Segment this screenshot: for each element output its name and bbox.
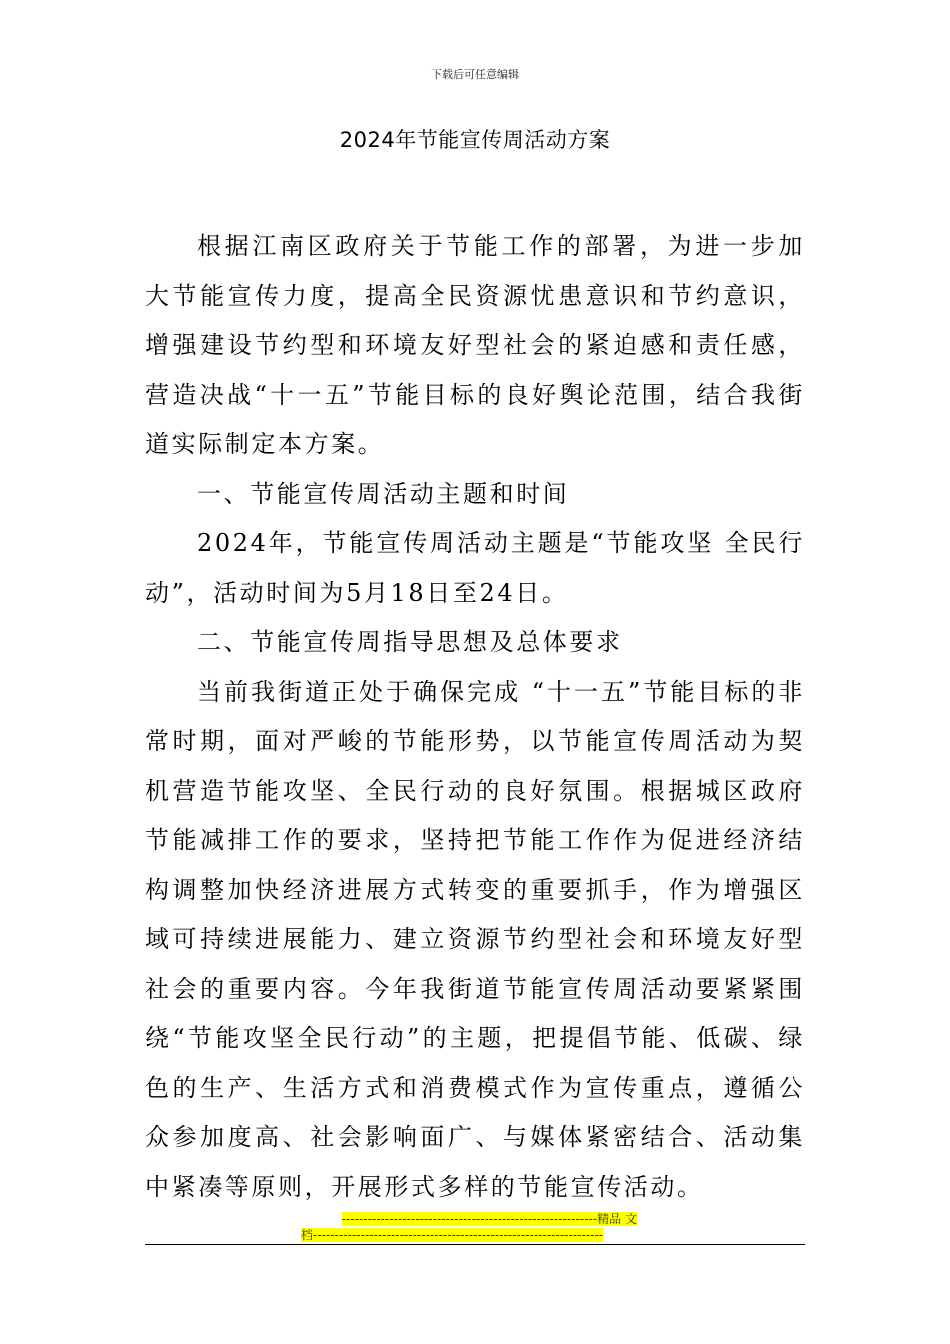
footer-line-1: -----------------------------------------------------------精品 文 — [341, 1212, 637, 1226]
paragraph-theme-time: 2024年，节能宣传周活动主题是“节能攻坚 全民行动”，活动时间为5月18日至24日。 — [145, 529, 805, 607]
paragraph-intro: 根据江南区政府关于节能工作的部署，为进一步加大节能宣传力度，提高全民资源忧患意识和节约意识，增强建设节约型和环境友好型社会的紧迫感和责任感，营造决战“十一五”节能目标的良好舆论范围，结合我街道实际制定本方案。 — [145, 232, 805, 458]
footer-watermark — [301, 1211, 649, 1243]
paragraph-guiding-ideas: 当前我街道正处于确保完成 “十一五”节能目标的非常时期，面对严峻的节能形势，以节能宣传周活动为契机营造节能攻坚、全民行动的良好氛围。根据城区政府节能减排工作的要求，坚持把节能工作作为促进经济结构调整加快经济进展方式转变的重要抓手，作为增强区域可持续进展能力、建立资源节约型社会和环境友好型社会的重要内容。今年我街道节能宣传周活动要紧紧围绕“节能攻坚全民行动”的主题，把提倡节能、低碳、绿色的生产、生活方式和消费模式作为宣传重点，遵循公众参加度高、社会影响面广、与媒体紧密结合、活动集中紧凑等原则，开展形式多样的节能宣传活动。 — [145, 677, 805, 1201]
header-note: 下载后可任意编辑 — [431, 68, 519, 81]
section-heading-1: 一、节能宣传周活动主题和时间 — [197, 479, 570, 508]
footer-line-2: 档------------------------------------------------------------------- — [301, 1228, 604, 1242]
page-bottom-rule — [145, 1244, 805, 1245]
document-body — [145, 222, 805, 1212]
document-title: 2024年节能宣传周活动方案 — [339, 128, 611, 152]
section-heading-2: 二、节能宣传周指导思想及总体要求 — [197, 628, 623, 656]
